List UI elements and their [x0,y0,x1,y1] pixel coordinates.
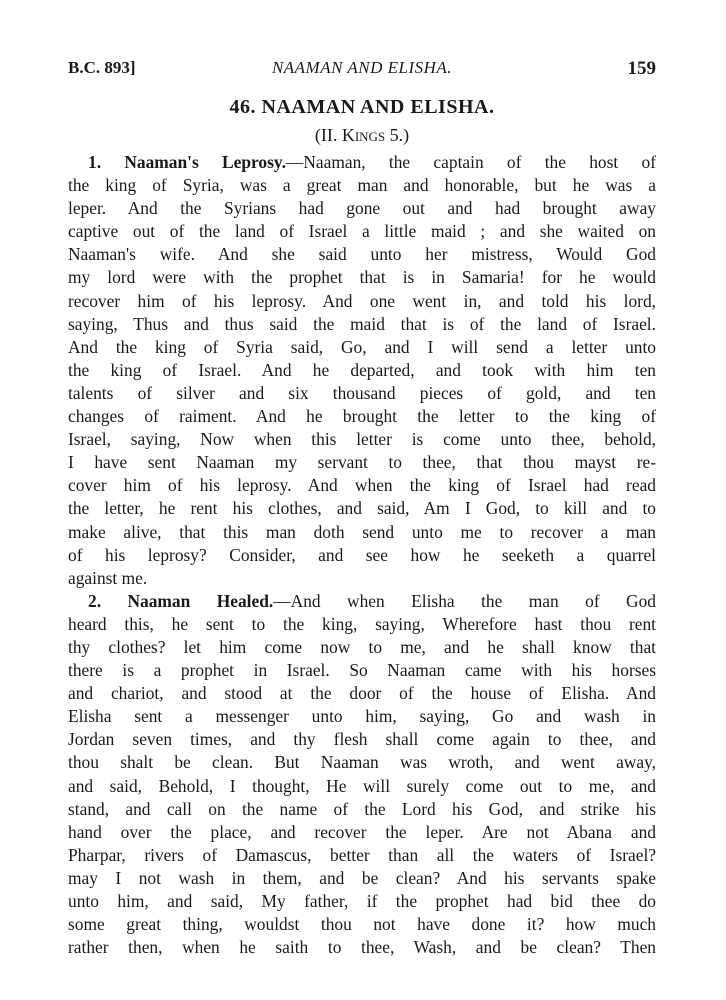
text-line: And the king of Syria said, Go, and I will send a letter unto [68,336,656,357]
text-line: Elisha sent a messenger unto him, saying, Go and wash in [68,706,656,727]
text-line: thou shalt be clean. But Naaman was wroth, and went away, [68,752,656,773]
section-1-first-line [68,151,656,174]
text-line: Naaman's wife. And she said unto her mistress, Would God [68,244,656,265]
text-line: Israel, saying, Now when this letter is come unto thee, behold, [68,429,656,450]
section-2-first-line-text: —And when Elisha the man of God [273,590,656,611]
text-line: thy clothes? let him come now to me, and he shall know that [68,636,656,657]
text-line: some great thing, wouldst thou not have done it? how much [68,914,656,935]
section-1-heading: 1. Naaman's Leprosy. [88,152,286,172]
text-line: unto him, and said, My father, if the prophet had bid thee do [68,891,656,911]
text-line: the letter, he rent his clothes, and said, Am I God, to kill and to [68,498,656,519]
text-line: changes of raiment. And he brought the letter to the king of [68,406,656,427]
text-line: talents of silver and six thousand pieces of gold, and ten [68,382,656,403]
text-line: the king of Syria, was a great man and honorable, but he was a [68,175,656,196]
text-line: saying, Thus and thus said the maid that is of the land of Israel. [68,313,656,334]
running-head-title: NAAMAN AND ELISHA. [271,58,453,77]
text-line: may I not wash in them, and be clean? And his servants spake [68,867,656,888]
text-line: my lord were with the prophet that is in Samaria! for he would [68,267,656,288]
section-2-first-line [68,590,656,613]
text-line: Jordan seven times, and thy flesh shall come again to thee, and [68,729,656,750]
text-line: make alive, that this man doth send unto me to recover a man [68,521,656,542]
text-line: against me. [68,567,148,588]
running-head [68,58,656,82]
text-line: recover him of his leprosy. And one went in, and told his lord, [68,290,656,311]
page-number: 159 [627,58,656,79]
body-text [68,151,656,959]
text-line: and said, Behold, I thought, He will surely come out to me, and [68,775,656,796]
text-line: stand, and call on the name of the Lord his God, and strike his [68,798,656,819]
text-line: I have sent Naaman my servant to thee, that thou mayst re- [68,452,656,473]
text-line: there is a prophet in Israel. So Naaman came with his horses [68,660,656,681]
chapter-reference-text: (II. Kings 5.) [314,125,410,145]
section-2-heading: 2. Naaman Healed. [88,590,274,611]
text-line: and chariot, and stood at the door of the house of Elisha. And [68,683,656,704]
text-line: cover him of his leprosy. And when the king of Israel had read [68,475,656,496]
chapter-title: 46. NAAMAN AND ELISHA. [229,96,495,118]
text-line: leper. And the Syrians had gone out and had brought away [68,198,656,219]
text-line: the king of Israel. And he departed, and took with him ten [68,359,656,380]
text-line: heard this, he sent to the king, saying, Wherefore hast thou rent [68,613,656,634]
chapter-reference [68,125,656,146]
running-head-date: B.C. 893] [68,58,136,77]
section-1-first-line-text: —Naaman, the captain of the host of [285,152,656,172]
text-line: of his leprosy? Consider, and see how he seeketh a quarrel [68,544,656,565]
text-line: Pharpar, rivers of Damascus, better than all the waters of Israel? [68,844,656,865]
text-line: hand over the place, and recover the leper. Are not Abana and [68,821,656,842]
text-line: captive out of the land of Israel a little maid ; and she waited on [68,221,656,242]
text-line: rather then, when he saith to thee, Wash, and be clean? Then [68,937,656,958]
